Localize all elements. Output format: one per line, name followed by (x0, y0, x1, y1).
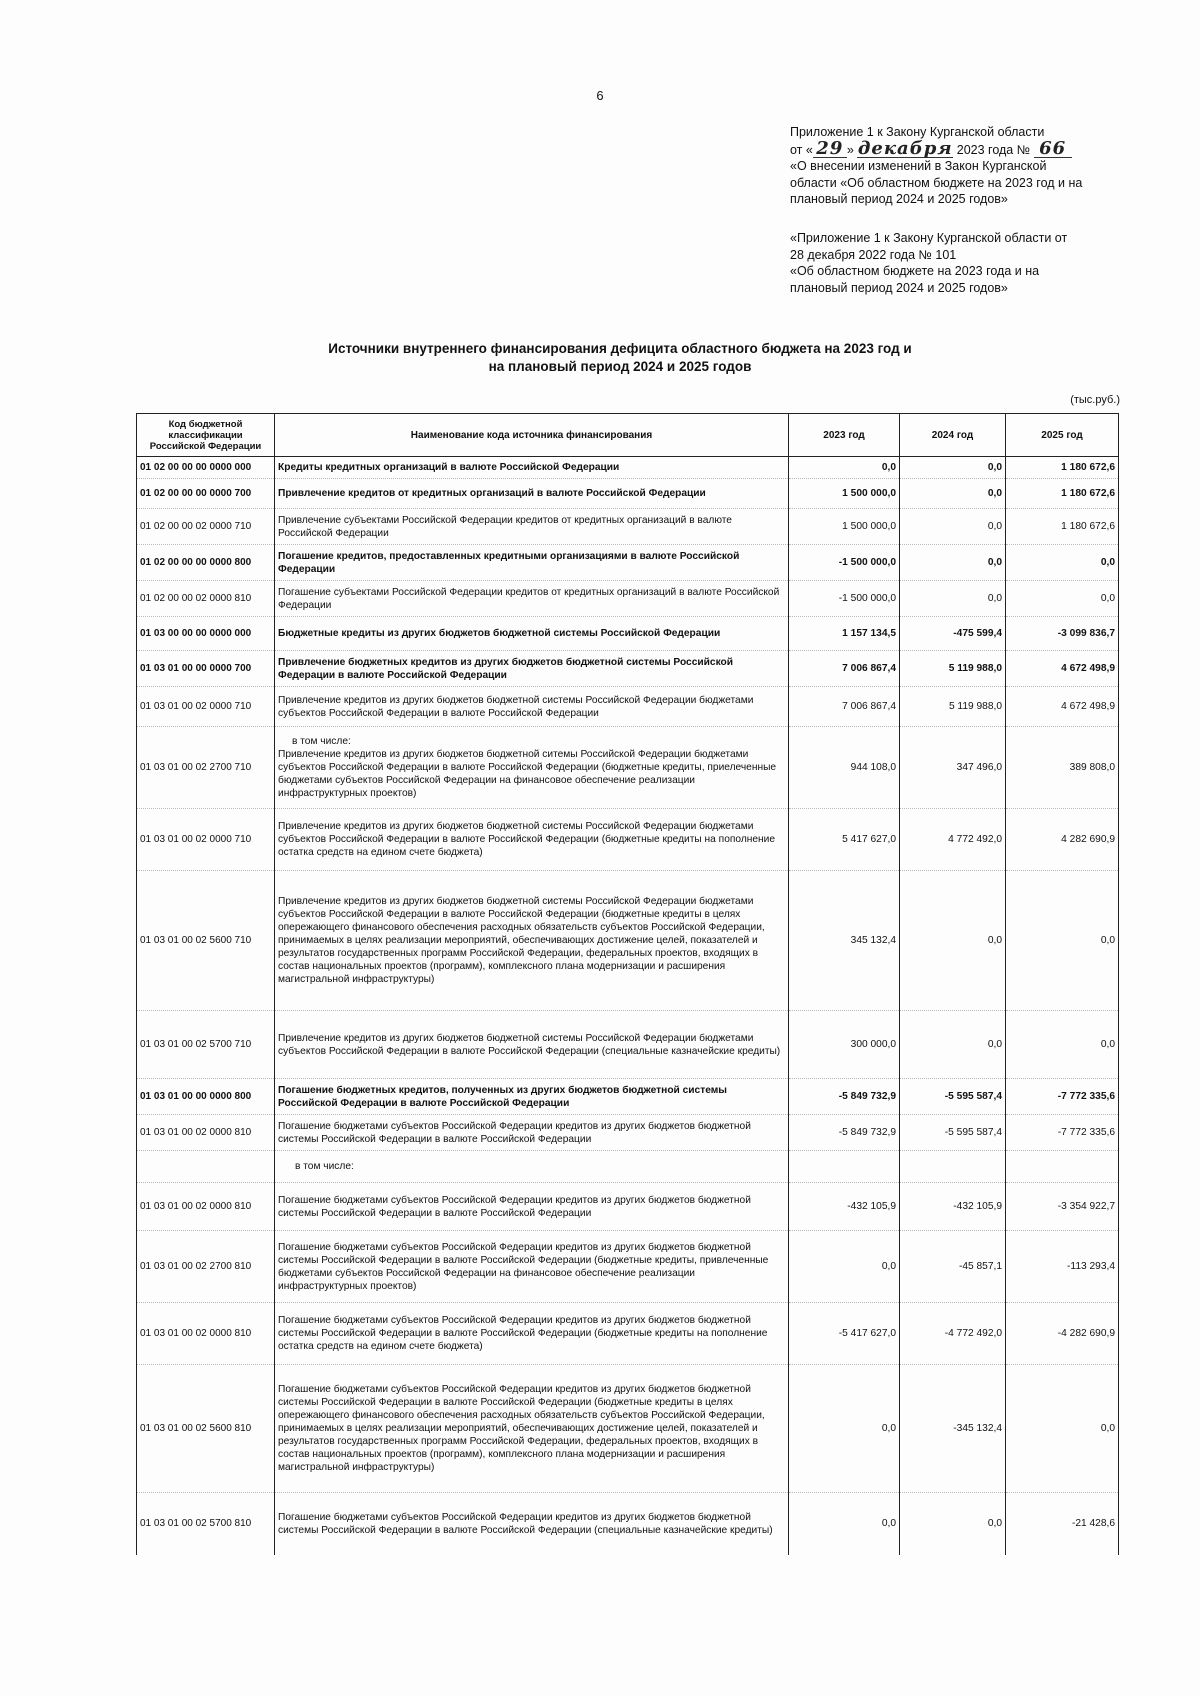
annex-header-line1: Приложение 1 к Закону Курганской области (790, 125, 1045, 139)
row-value-2024 (900, 1151, 1006, 1183)
row-name: Погашение бюджетами субъектов Российской Федерации кредитов из других бюджетов бюджетной системы Российской Федерации в валюте Российской Федерации (275, 1115, 789, 1151)
row-value-2025: 0,0 (1006, 1011, 1119, 1079)
row-value-2025: 389 808,0 (1006, 727, 1119, 809)
row-code: 01 03 01 00 02 0000 710 (137, 687, 275, 727)
row-value-2025: 1 180 672,6 (1006, 509, 1119, 545)
row-code: 01 03 01 00 02 0000 810 (137, 1183, 275, 1231)
document-title (240, 340, 1000, 376)
date-prefix: от « (790, 142, 813, 157)
row-value-2023: -1 500 000,0 (789, 545, 900, 581)
row-value-2025: -7 772 335,6 (1006, 1115, 1119, 1151)
row-value-2025: -3 099 836,7 (1006, 617, 1119, 651)
row-value-2024: 0,0 (900, 545, 1006, 581)
row-value-2023: 944 108,0 (789, 727, 900, 809)
row-value-2025: -3 354 922,7 (1006, 1183, 1119, 1231)
row-value-2024: 0,0 (900, 479, 1006, 509)
row-value-2023: 7 006 867,4 (789, 651, 900, 687)
original-annex-line3: «Об областном бюджете на 2023 года и на (790, 264, 1040, 278)
row-name: Привлечение бюджетных кредитов из других бюджетов бюджетной системы Российской Федерации в валюте Российской Федерации (275, 651, 789, 687)
annex-header-date-line (790, 137, 1120, 159)
table-row (137, 1303, 1119, 1365)
row-value-2024: -5 595 587,4 (900, 1079, 1006, 1115)
row-name: Погашение бюджетами субъектов Российской Федерации кредитов из других бюджетов бюджетной системы Российской Федерации в валюте Российской Федерации (бюджетные кредиты в целях опережающего финансового обеспечения расходных обязательств субъектов Российской Федерации, принимаемых в целях реализации мероприятий, обеспечивающих достижение целей, показателей и результатов государственных программ Российской Федерации, федеральных проектов, входящих в состав национальных проектов (программ), комплексного плана модернизации и расширения магистральной инфраструктуры) (275, 1365, 789, 1493)
page-number: 6 (596, 88, 604, 103)
date-year: 2023 года № (956, 142, 1031, 157)
row-value-2023: 1 500 000,0 (789, 509, 900, 545)
handwritten-law-number: 66 (1034, 141, 1072, 158)
original-annex-line2: 28 декабря 2022 года № 101 (790, 247, 957, 262)
row-value-2024: -345 132,4 (900, 1365, 1006, 1493)
header-2025: 2025 год (1006, 414, 1119, 457)
row-name: Привлечение кредитов из других бюджетов бюджетной системы Российской Федерации бюджетами субъектов Российской Федерации в валюте Российской Федерации (бюджетные кредиты в целях опережающего финансового обеспечения расходных обязательств субъектов Российской Федерации, принимаемых в целях реализации мероприятий, обеспечивающих достижение целей, показателей и результатов государственных программ Российской Федерации, федеральных проектов, входящих в состав национальных проектов (программ), комплексного плана модернизации и расширения магистральной инфраструктуры) (275, 871, 789, 1011)
row-value-2024: 0,0 (900, 581, 1006, 617)
row-value-2024: 0,0 (900, 457, 1006, 479)
row-value-2023: -5 417 627,0 (789, 1303, 900, 1365)
row-value-2024: 5 119 988,0 (900, 651, 1006, 687)
row-value-2023: -5 849 732,9 (789, 1079, 900, 1115)
units-label: (тыс.руб.) (1070, 394, 1120, 406)
row-code: 01 03 01 00 02 5600 710 (137, 871, 275, 1011)
row-value-2025: 1 180 672,6 (1006, 479, 1119, 509)
row-value-2025: -4 282 690,9 (1006, 1303, 1119, 1365)
row-code: 01 03 01 00 02 0000 810 (137, 1303, 275, 1365)
row-code: 01 03 01 00 02 0000 710 (137, 809, 275, 871)
row-name: Привлечение кредитов из других бюджетов бюджетной ситемы Российской Федерации бюджетами субъектов Российской Федерации в валюте Российской Федерации (бюджетные кредиты, приелеченные бюджетами субъектов Российской Федерации на финансовое обеспечение реализации инфраструктурных проектов) (278, 749, 777, 799)
table-row (137, 545, 1119, 581)
handwritten-day: 29 (813, 141, 847, 158)
row-name: Погашение бюджетами субъектов Российской Федерации кредитов из других бюджетов бюджетной системы Российской Федерации в валюте Российской Федерации (бюджетные кредиты, привлеченные бюджетами субъектов Российской Федерации на финансовое обеспечение реализации инфраструктурных проектов) (275, 1231, 789, 1303)
row-value-2024: 0,0 (900, 871, 1006, 1011)
table-row (137, 1011, 1119, 1079)
row-name: Бюджетные кредиты из других бюджетов бюджетной системы Российской Федерации (275, 617, 789, 651)
row-name: Привлечение кредитов из других бюджетов бюджетной системы Российской Федерации бюджетами субъектов Российской Федерации в валюте Российской Федерации (специальные казначейские кредиты) (275, 1011, 789, 1079)
row-name: Погашение бюджетами субъектов Российской Федерации кредитов из других бюджетов бюджетной системы Российской Федерации в валюте Российской Федерации (специальные казначейские кредиты) (275, 1493, 789, 1555)
row-code (137, 1151, 275, 1183)
handwritten-month: декабря (857, 137, 953, 159)
row-value-2025: 4 282 690,9 (1006, 809, 1119, 871)
row-code: 01 02 00 00 00 0000 700 (137, 479, 275, 509)
row-value-2023: 0,0 (789, 457, 900, 479)
header-code: Код бюджетной классификации Российской Федерации (137, 414, 275, 457)
table-row (137, 1493, 1119, 1555)
row-value-2024: 347 496,0 (900, 727, 1006, 809)
row-value-2023 (789, 1151, 900, 1183)
row-value-2025: 4 672 498,9 (1006, 651, 1119, 687)
row-value-2023: 345 132,4 (789, 871, 900, 1011)
row-code: 01 03 01 00 02 5700 810 (137, 1493, 275, 1555)
row-including-note: в том числе: (292, 736, 351, 747)
row-value-2025: 0,0 (1006, 871, 1119, 1011)
row-code: 01 02 00 00 00 0000 800 (137, 545, 275, 581)
table-row (137, 581, 1119, 617)
table-row (137, 687, 1119, 727)
row-name-cell (275, 727, 789, 809)
row-name: Погашение бюджетных кредитов, полученных из других бюджетов бюджетной системы Российской Федерации в валюте Российской Федерации (275, 1079, 789, 1115)
row-code: 01 02 00 00 02 0000 710 (137, 509, 275, 545)
row-value-2023: 5 417 627,0 (789, 809, 900, 871)
row-value-2023: -5 849 732,9 (789, 1115, 900, 1151)
row-name: Погашение субъектами Российской Федерации кредитов от кредитных организаций в валюте Российской Федерации (275, 581, 789, 617)
table-row (137, 479, 1119, 509)
row-value-2023: 0,0 (789, 1231, 900, 1303)
table-row (137, 651, 1119, 687)
row-name: Погашение бюджетами субъектов Российской Федерации кредитов из других бюджетов бюджетной системы Российской Федерации в валюте Российской Федерации (275, 1183, 789, 1231)
date-mid: » (846, 142, 854, 157)
row-value-2024: -4 772 492,0 (900, 1303, 1006, 1365)
annex-header-line4: области «Об областном бюджете на 2023 год и на (790, 175, 1083, 190)
header-name: Наименование кода источника финансирования (275, 414, 789, 457)
table-row (137, 617, 1119, 651)
row-value-2024: 5 119 988,0 (900, 687, 1006, 727)
original-annex-line1: «Приложение 1 к Закону Курганской области от (790, 231, 1068, 245)
header-2024: 2024 год (900, 414, 1006, 457)
table-header-row (137, 414, 1119, 457)
row-value-2024: -475 599,4 (900, 617, 1006, 651)
row-value-2025: 1 180 672,6 (1006, 457, 1119, 479)
row-value-2023: -432 105,9 (789, 1183, 900, 1231)
table-row (137, 457, 1119, 479)
row-value-2025 (1006, 1151, 1119, 1183)
row-value-2024: -432 105,9 (900, 1183, 1006, 1231)
row-name: Погашение бюджетами субъектов Российской Федерации кредитов из других бюджетов бюджетной системы Российской Федерации в валюте Российской Федерации (бюджетные кредиты на пополнение остатка средств на едином счете бюджета) (275, 1303, 789, 1365)
row-value-2024: 0,0 (900, 1011, 1006, 1079)
annex-header-line5: плановый период 2024 и 2025 годов» (790, 192, 1008, 206)
row-value-2024: 4 772 492,0 (900, 809, 1006, 871)
table-row (137, 871, 1119, 1011)
row-code: 01 02 00 00 02 0000 810 (137, 581, 275, 617)
row-value-2024: 0,0 (900, 1493, 1006, 1555)
row-value-2024: 0,0 (900, 509, 1006, 545)
row-code: 01 02 00 00 00 0000 000 (137, 457, 275, 479)
table-row (137, 1183, 1119, 1231)
row-code: 01 03 01 00 02 2700 710 (137, 727, 275, 809)
row-value-2025: -113 293,4 (1006, 1231, 1119, 1303)
row-name: Погашение кредитов, предоставленных кредитными организациями в валюте Российской Федерации (275, 545, 789, 581)
row-value-2023: 300 000,0 (789, 1011, 900, 1079)
original-annex-header (790, 230, 1120, 296)
row-value-2025: 0,0 (1006, 1365, 1119, 1493)
row-name: Привлечение кредитов из других бюджетов бюджетной системы Российской Федерации бюджетами субъектов Российской Федерации в валюте Российской Федерации (бюджетные кредиты на пополнение остатка средств на едином счете бюджета) (275, 809, 789, 871)
row-name: Привлечение кредитов от кредитных организаций в валюте Российской Федерации (275, 479, 789, 509)
table-row (137, 727, 1119, 809)
table-row (137, 809, 1119, 871)
row-value-2023: 0,0 (789, 1493, 900, 1555)
row-value-2023: -1 500 000,0 (789, 581, 900, 617)
row-value-2024: -5 595 587,4 (900, 1115, 1006, 1151)
row-code: 01 03 01 00 00 0000 700 (137, 651, 275, 687)
row-code: 01 03 01 00 02 5600 810 (137, 1365, 275, 1493)
table-row (137, 1115, 1119, 1151)
row-name: Привлечение субъектами Российской Федерации кредитов от кредитных организаций в валюте Российской Федерации (275, 509, 789, 545)
row-value-2025: -7 772 335,6 (1006, 1079, 1119, 1115)
row-name: Привлечение кредитов из других бюджетов бюджетной системы Российской Федерации бюджетами субъектов Российской Федерации в валюте Российской Федерации (275, 687, 789, 727)
row-value-2025: -21 428,6 (1006, 1493, 1119, 1555)
row-code: 01 03 01 00 02 5700 710 (137, 1011, 275, 1079)
row-code: 01 03 00 00 00 0000 000 (137, 617, 275, 651)
document-title-line1: Источники внутреннего финансирования дефицита областного бюджета на 2023 год и (328, 341, 912, 356)
row-value-2025: 0,0 (1006, 545, 1119, 581)
row-value-2024: -45 857,1 (900, 1231, 1006, 1303)
row-code: 01 03 01 00 02 0000 810 (137, 1115, 275, 1151)
table-row (137, 1231, 1119, 1303)
table-row (137, 509, 1119, 545)
row-value-2023: 7 006 867,4 (789, 687, 900, 727)
annex-header-line3: «О внесении изменений в Закон Курганской (790, 159, 1047, 173)
row-name: Кредиты кредитных организаций в валюте Российской Федерации (275, 457, 789, 479)
row-value-2023: 1 157 134,5 (789, 617, 900, 651)
row-value-2025: 0,0 (1006, 581, 1119, 617)
row-value-2025: 4 672 498,9 (1006, 687, 1119, 727)
document-title-line2: на плановый период 2024 и 2025 годов (488, 359, 752, 374)
annex-header (790, 124, 1120, 208)
table-row (137, 1079, 1119, 1115)
row-code: 01 03 01 00 02 2700 810 (137, 1231, 275, 1303)
row-value-2023: 0,0 (789, 1365, 900, 1493)
header-2023: 2023 год (789, 414, 900, 457)
row-code: 01 03 01 00 00 0000 800 (137, 1079, 275, 1115)
row-value-2023: 1 500 000,0 (789, 479, 900, 509)
row-including-note: в том числе: (275, 1151, 789, 1183)
table-row (137, 1151, 1119, 1183)
table-row (137, 1365, 1119, 1493)
original-annex-line4: плановый период 2024 и 2025 годов» (790, 280, 1008, 295)
financing-sources-table (136, 413, 1119, 1555)
